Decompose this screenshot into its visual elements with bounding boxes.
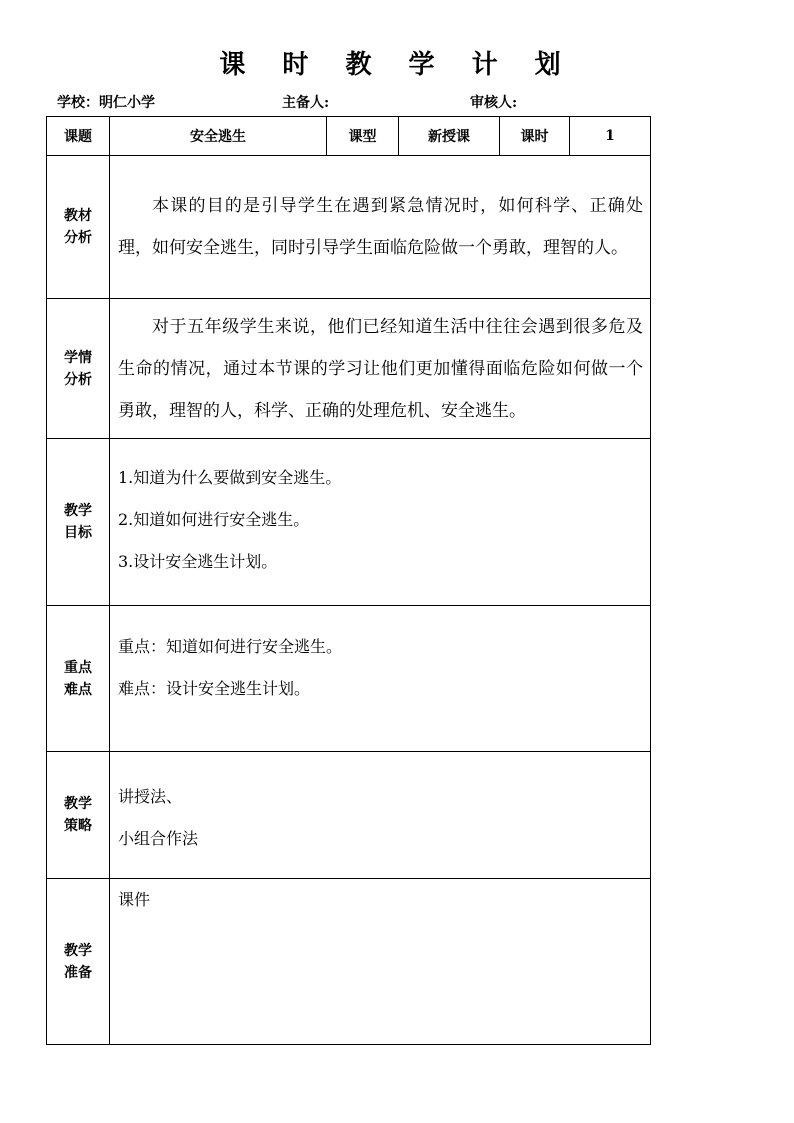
list-item: 课件 xyxy=(118,890,151,909)
preparation-list xyxy=(110,879,651,1045)
section-label: 学情 分析 xyxy=(47,299,110,439)
section-preparation xyxy=(47,879,651,1045)
topic-value: 安全逃生 xyxy=(110,117,327,156)
list-item: 1.知道为什么要做到安全逃生。 xyxy=(118,468,342,487)
section-label: 重点 难点 xyxy=(47,606,110,752)
goals-list xyxy=(110,439,651,606)
section-label: 教材 分析 xyxy=(47,156,110,299)
section-label: 教学 目标 xyxy=(47,439,110,606)
list-item: 难点：设计安全逃生计划。 xyxy=(118,679,311,698)
section-label: 教学 策略 xyxy=(47,752,110,879)
list-item: 讲授法、 xyxy=(118,787,183,806)
strategy-list xyxy=(110,752,651,879)
school-field: 学校：明仁小学 xyxy=(57,95,155,111)
student-analysis-text: 对于五年级学生来说，他们已经知道生活中往往会遇到很多危及生命的情况，通过本节课的学习让他们更加懂得面临危险如何做一个勇敢，理智的人，科学、正确的处理危机、安全逃生。 xyxy=(110,299,651,439)
list-item: 3.设计安全逃生计划。 xyxy=(118,552,278,571)
topic-label: 课题 xyxy=(47,117,110,156)
reviewer-field: 审核人: xyxy=(470,95,518,111)
lesson-type-label: 课型 xyxy=(327,117,399,156)
section-material xyxy=(47,156,651,299)
section-students xyxy=(47,299,651,439)
list-item: 重点：知道如何进行安全逃生。 xyxy=(118,637,343,656)
material-analysis-text: 本课的目的是引导学生在遇到紧急情况时，如何科学、正确处理，如何安全逃生，同时引导学生面临危险做一个勇敢，理智的人。 xyxy=(110,156,651,299)
preparer-field: 主备人: xyxy=(282,95,330,111)
hours-value: 1 xyxy=(570,117,651,156)
section-label: 教学 准备 xyxy=(47,879,110,1045)
lesson-plan-table xyxy=(46,116,651,1045)
list-item: 小组合作法 xyxy=(118,829,199,848)
keypoints-list xyxy=(110,606,651,752)
header-row xyxy=(47,117,651,156)
section-keypoints xyxy=(47,606,651,752)
section-goals xyxy=(47,439,651,606)
hours-label: 课时 xyxy=(500,117,570,156)
list-item: 2.知道如何进行安全逃生。 xyxy=(118,510,310,529)
lesson-type-value: 新授课 xyxy=(399,117,500,156)
section-strategy xyxy=(47,752,651,879)
page-title: 课 时 教 学 计 划 xyxy=(219,50,575,80)
